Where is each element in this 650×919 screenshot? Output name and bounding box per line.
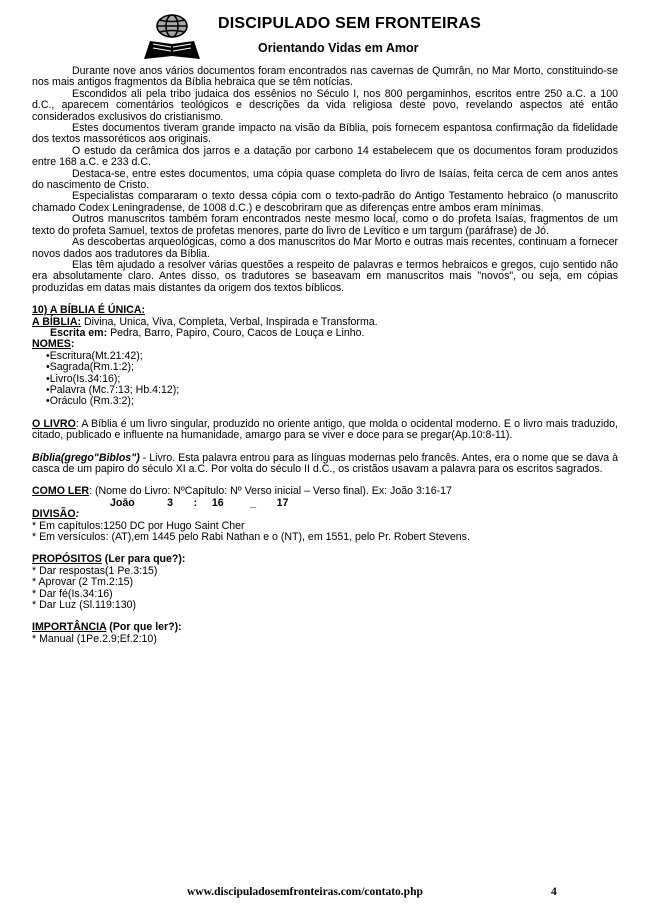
paragraph: Elas têm ajudado a resolver várias questões a respeito de palavras e termos hebraicos e gregos, cujo sentido não era absolutamente claro. Antes disso, os tradutores se baseavam em manuscritos mais "novos", ou seja, em cópias produzidas em datas mais distantes da origem dos textos bíblicos.: [32, 258, 618, 294]
paragraph: Estes documentos tiveram grande impacto na visão da Bíblia, pois fornecem espantosa confirmação da fidelidade dos textos massoréticos aos originais.: [32, 122, 618, 146]
list-item: * Dar fé(Is.34:16): [32, 587, 113, 600]
biblia-grego-label: Bíblia(grego"Biblos"): [32, 451, 140, 464]
nomes-label: NOMES: [32, 338, 71, 351]
brand-title: DISCIPULADO SEM FRONTEIRAS: [218, 15, 481, 32]
propositos-heading: PROPÓSITOS (Ler para que?):: [32, 553, 186, 566]
divisao-heading: DIVISÃO:: [32, 508, 80, 521]
list-item: • Oráculo (Rm.3:2);: [46, 396, 618, 407]
como-ler-example: Joāo 3 : 16 _ 17: [110, 496, 289, 509]
paragraph: O estudo da cerâmica dos jarros e a datação por carbono 14 estabelecem que os documentos foram produzidos entre 168 a.C. e 233 d.C.: [32, 144, 618, 169]
paragraph: Durante nove anos vários documentos foram encontrados nas cavernas de Qumrân, no Mar Morto, constituindo-se nos mais antigos fragmentos da Bíblia hebraica que se têm notícias.: [32, 65, 618, 89]
list-item: * Dar respostas(1 Pe.3:15): [32, 564, 158, 577]
list-item: * Dar Luz (Sl.119:130): [32, 599, 137, 612]
biblia-grego-paragraph: [32, 453, 618, 476]
nomes-heading: NOMES:: [32, 338, 75, 351]
list-item: • Livro(Is.34:16);: [46, 374, 618, 385]
paragraph: Especialistas compararam o texto dessa cópia com o texto-padrão do Antigo Testamento hebraico (o manuscrito chamado Codex Leningradense, de 1008 d.C.) e descobriram que as diferenças entre ambos eram mínimas.: [32, 190, 618, 214]
list-item: * Em versículos: (AT),em 1445 pelo Rabi Nathan e o (NT), em 1551, pelo Pr. Robert Stevens.: [32, 531, 470, 544]
o-livro-paragraph: [32, 419, 618, 442]
propositos-label: PROPÓSITOS: [32, 553, 102, 566]
paragraph: Destaca-se, entre estes documentos, uma cópia quase completa do livro de Isaías, feita cerca de cem anos antes do nascimento de Cristo.: [32, 167, 618, 192]
paragraph: As descobertas arqueológicas, como a dos manuscritos do Mar Morto e outras mais recentes, continuam a fornecer novos dados aos tradutores da Bíblia.: [32, 236, 618, 260]
list-item: • Sagrada(Rm.1:2);: [46, 362, 618, 373]
divisao-label: DIVISÃO: [32, 508, 76, 521]
paragraph: Escondidos ali pela tribo judaica dos essênios no Século I, nos 800 pergaminhos, escritos entre 250 a.C. a 100 d.C., aparecem comentários teológicos e descrições da vida religiosa deste povo, revelando aspectos até então considerados exclusivos do cristianismo.: [32, 87, 618, 123]
nomes-list: [32, 351, 618, 408]
list-item: • Palavra (Mc.7:13; Hb.4:12);: [46, 385, 618, 396]
list-item: • Escritura(Mt.21:42);: [46, 351, 618, 362]
page-number: 4: [551, 886, 557, 898]
globe-book-logo-icon: [140, 13, 204, 61]
list-item: * Em capítulos:1250 DC por Hugo Saint Cher: [32, 519, 245, 532]
o-livro-text: : A Bíblia é um livro singular, produzido no oriente antigo, que molda o ocidental moderno. E o livro mais traduzido, citado, publicado e influente na humanidade, amargo para se viver e doce para se pregar(Ap.10:8-11).: [32, 417, 618, 442]
como-ler-text: : (Nome do Livro: NºCapítulo: Nº Verso inicial – Verso final). Ex: João 3:16-17: [89, 485, 452, 498]
list-item: * Aprovar (2 Tm.2:15): [32, 576, 134, 589]
page-header: [140, 13, 540, 63]
importancia-heading: IMPORTÂNCIA (Por que ler?):: [32, 621, 182, 634]
section-title: 10) A BÍBLIA É ÚNICA:: [32, 304, 146, 317]
a-biblia-text: Divina, Unica, Viva, Completa, Verbal, Inspirada e Transforma.: [81, 315, 378, 328]
list-item: * Manual (1Pe.2.9;Ef.2:10): [32, 632, 157, 645]
footer-url[interactable]: www.discipuladosemfronteiras.com/contato.php: [187, 886, 423, 898]
a-biblia-label: A BÍBLIA:: [32, 315, 82, 328]
o-livro-label: O LIVRO: [32, 417, 76, 430]
brand-tagline: Orientando Vidas em Amor: [258, 41, 419, 55]
escrita-text: Pedra, Barro, Papiro, Couro, Cacos de Louça e Linho.: [107, 326, 365, 339]
escrita-line: [32, 328, 618, 339]
como-ler-label: COMO LER: [32, 485, 90, 498]
document-body: [32, 66, 618, 645]
paragraph: Outros manuscritos também foram encontrados neste mesmo local, como o do profeta Isaías, fragmentos de um texto do profeta Samuel, textos de profetas menores, parte do livro de Levítico e um targum (paráfrase) de Jó.: [32, 213, 618, 237]
escrita-label: Escrita em:: [50, 326, 108, 339]
biblia-grego-text: - Livro. Esta palavra entrou para as línguas modernas pelo francês. Antes, era o nome que se dava à casca de um papiro do século XI a.C. Por volta do século II d.C., os cristãos usavam a palavra para os escritos sagrados.: [32, 451, 618, 475]
importancia-label: IMPORTÂNCIA: [32, 621, 107, 634]
